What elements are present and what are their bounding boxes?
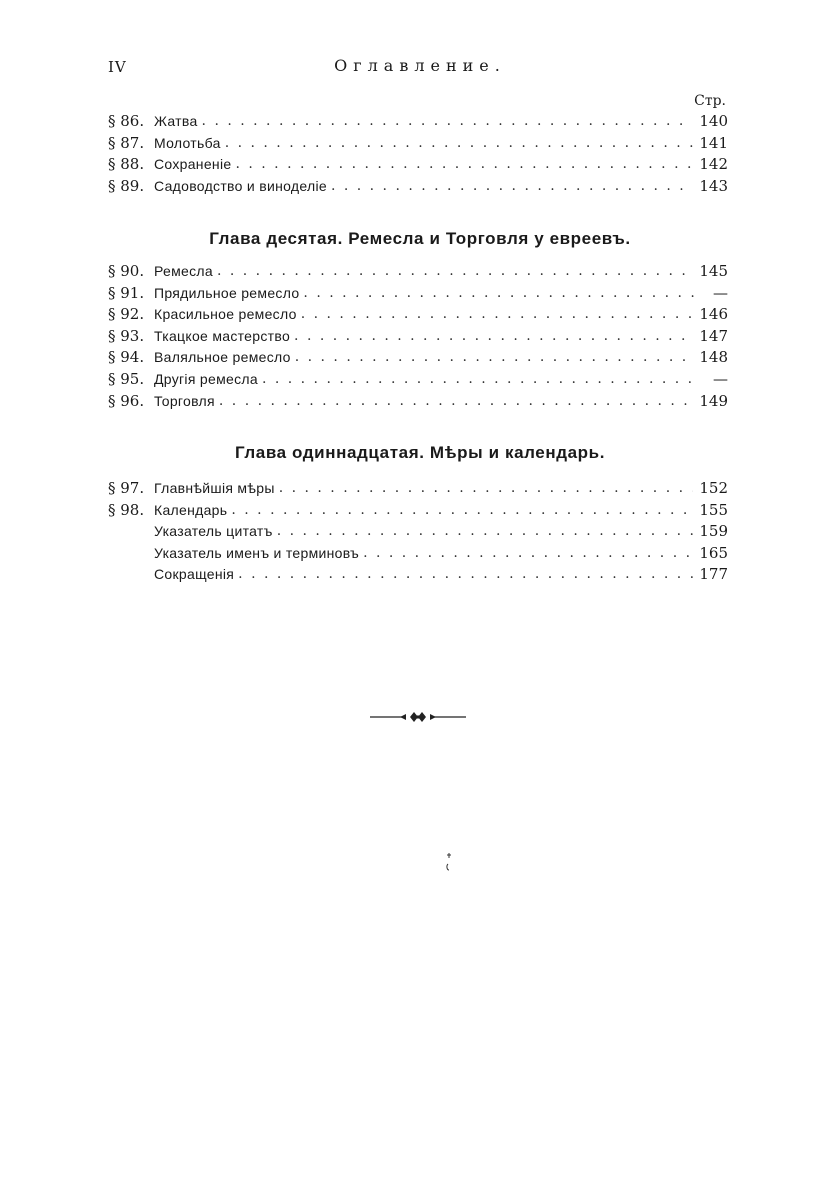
- section-number: § 93.: [108, 326, 145, 345]
- entry-title: Валяльное ремесло: [154, 349, 291, 366]
- toc-entry[interactable]: [108, 133, 728, 155]
- entry-title: Прядильное ремесло: [154, 284, 300, 301]
- entry-page: 152: [699, 479, 728, 497]
- dot-leader: [231, 500, 693, 522]
- toc-entry[interactable]: [108, 326, 728, 348]
- entry-page: 147: [699, 326, 728, 345]
- dot-leader: [279, 478, 694, 500]
- dot-leader: [363, 543, 693, 565]
- chapter-heading-11: Глава одиннадцатая. Мѣры и календарь.: [234, 443, 606, 462]
- toc-entry[interactable]: [108, 369, 728, 391]
- toc-group-crafts: [108, 261, 728, 412]
- entry-title: Жатва: [154, 113, 198, 129]
- section-number: § 94.: [108, 348, 145, 367]
- dot-leader: [219, 391, 693, 413]
- entry-title: Сокращенiя: [154, 566, 235, 583]
- dot-leader: [303, 283, 694, 305]
- toc-group-measures: [108, 478, 728, 586]
- entry-title: Главнѣйшiя мѣры: [154, 480, 275, 496]
- toc-entry[interactable]: [108, 261, 728, 283]
- toc-entry[interactable]: [108, 391, 728, 413]
- entry-page: 148: [699, 348, 728, 367]
- section-number: § 89.: [108, 176, 145, 195]
- entry-title: Указатель цитатъ: [154, 523, 273, 540]
- entry-page: 140: [699, 112, 728, 130]
- toc-entry[interactable]: [108, 111, 728, 133]
- dot-leader: [235, 154, 693, 176]
- entry-title: Молотьба: [154, 134, 221, 151]
- toc-entry[interactable]: [108, 500, 728, 522]
- entry-title: Календарь: [154, 501, 228, 518]
- toc-entry[interactable]: [108, 478, 728, 500]
- entry-page: 142: [699, 155, 728, 174]
- toc-entry[interactable]: [108, 154, 728, 176]
- running-title: Оглавление.: [334, 56, 506, 75]
- entry-page: 146: [699, 305, 728, 324]
- section-number: § 98.: [108, 500, 145, 519]
- entry-title: Указатель именъ и терминовъ: [154, 544, 360, 561]
- dot-leader: [202, 111, 694, 133]
- entry-page: 145: [699, 262, 728, 280]
- toc-group-agriculture: [108, 111, 728, 197]
- entry-title: Ремесла: [154, 263, 213, 279]
- toc-entry[interactable]: [108, 543, 728, 565]
- section-number: § 95.: [108, 369, 145, 388]
- dot-leader: [238, 564, 693, 586]
- entry-title: Другiя ремесла: [154, 370, 258, 387]
- entry-page: 159: [699, 522, 728, 541]
- section-number: § 97.: [108, 479, 145, 497]
- chapter-heading-10: Глава десятая. Ремесла и Торговля у евреевъ.: [209, 229, 631, 248]
- entry-page: 165: [699, 543, 728, 562]
- dot-leader: [217, 261, 693, 283]
- print-mark-icon: [444, 852, 454, 872]
- dot-leader: [331, 176, 693, 198]
- toc-entry[interactable]: [108, 304, 728, 326]
- section-number: § 92.: [108, 305, 145, 324]
- page-column-header: Стр.: [694, 93, 726, 109]
- dot-leader: [277, 521, 694, 543]
- entry-title: Садоводство и виноделiе: [154, 177, 327, 194]
- entry-title: Сохраненiе: [154, 156, 232, 173]
- section-number: § 96.: [108, 391, 145, 410]
- section-number: § 86.: [108, 112, 145, 130]
- section-number: § 91.: [108, 283, 145, 302]
- end-ornament-icon: [370, 709, 466, 725]
- section-number: § 90.: [108, 262, 145, 280]
- dot-leader: [295, 347, 694, 369]
- section-number: § 88.: [108, 155, 145, 174]
- entry-page: —: [713, 369, 728, 388]
- dot-leader: [225, 133, 694, 155]
- toc-entry[interactable]: [108, 564, 728, 586]
- entry-page: 149: [699, 391, 728, 410]
- page-number: IV: [108, 58, 127, 76]
- dot-leader: [301, 304, 694, 326]
- entry-title: Ткацкое мастерство: [154, 327, 291, 344]
- dot-leader: [262, 369, 694, 391]
- entry-page: 143: [699, 176, 728, 195]
- entry-title: Красильное ремесло: [154, 306, 297, 323]
- toc-entry[interactable]: [108, 283, 728, 305]
- entry-title: Торговля: [154, 392, 215, 409]
- dot-leader: [294, 326, 693, 348]
- section-number: § 87.: [108, 133, 145, 152]
- toc-entry[interactable]: [108, 347, 728, 369]
- toc-entry[interactable]: [108, 176, 728, 198]
- entry-page: 155: [699, 500, 728, 519]
- toc-entry[interactable]: [108, 521, 728, 543]
- entry-page: 141: [699, 133, 728, 152]
- entry-page: —: [713, 283, 728, 302]
- entry-page: 177: [699, 565, 728, 584]
